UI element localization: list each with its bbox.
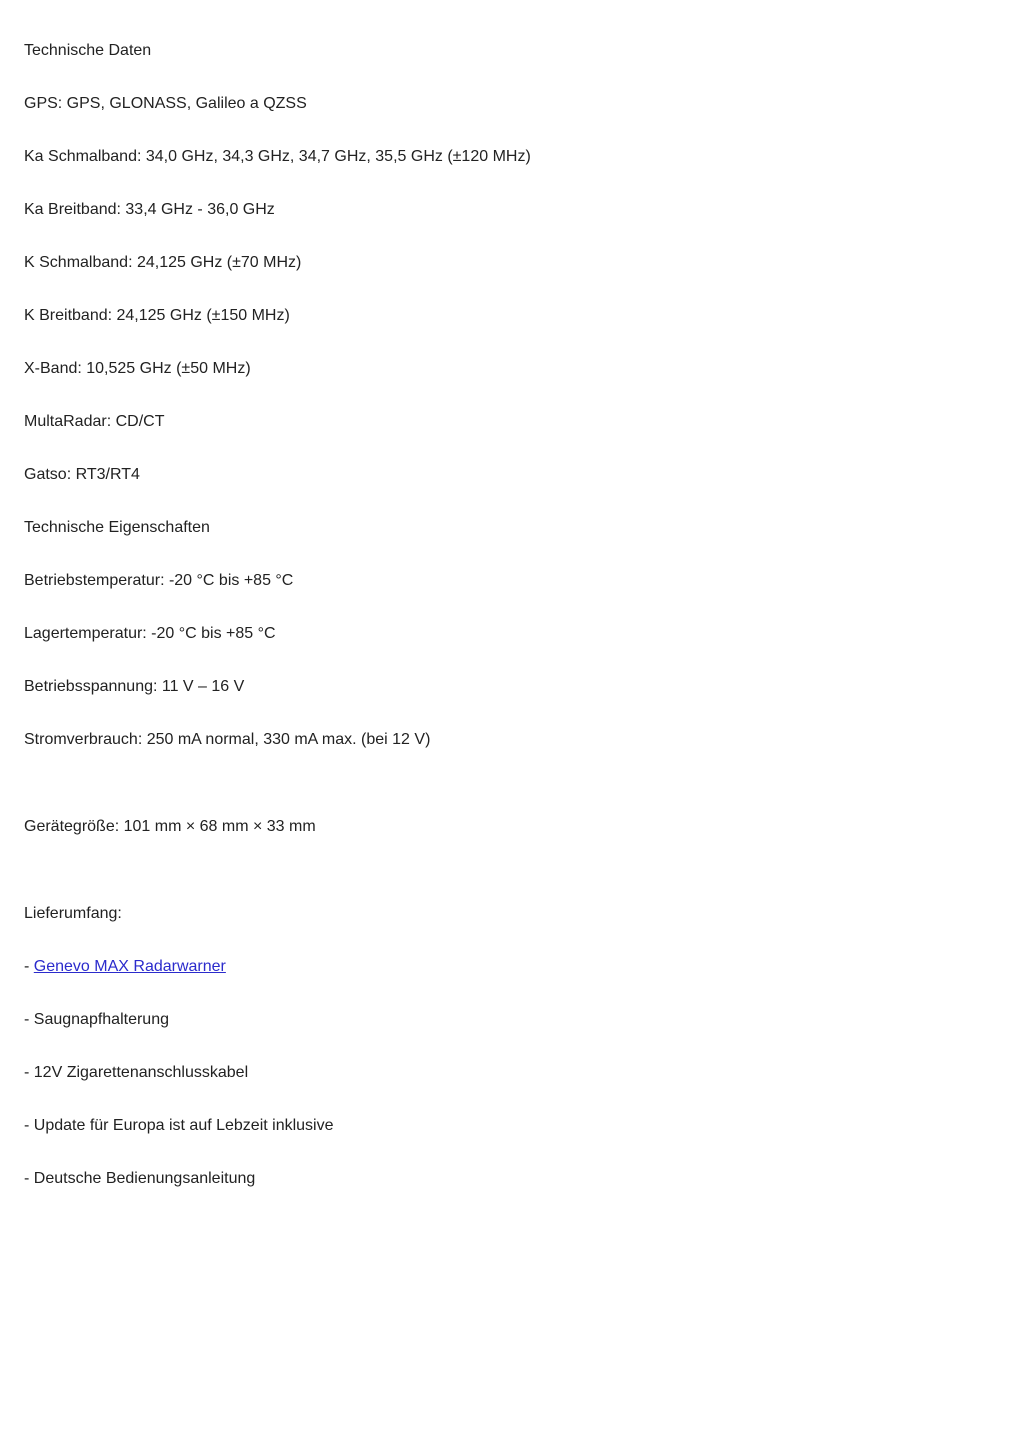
property-storage-temperature: Lagertemperatur: -20 °C bis +85 °C	[24, 625, 276, 642]
spec-gatso: Gatso: RT3/RT4	[24, 466, 140, 483]
spec-x-band: X-Band: 10,525 GHz (±50 MHz)	[24, 360, 251, 377]
delivery-item-lifetime-update: - Update für Europa ist auf Lebzeit inklusive	[24, 1117, 334, 1134]
delivery-heading: Lieferumfang:	[24, 905, 122, 922]
technical-data-heading: Technische Daten	[24, 42, 152, 59]
delivery-item-manual: - Deutsche Bedienungsanleitung	[24, 1170, 256, 1187]
delivery-item-suction-mount: - Saugnapfhalterung	[24, 1011, 169, 1028]
spec-k-wideband: K Breitband: 24,125 GHz (±150 MHz)	[24, 307, 290, 324]
property-operating-voltage: Betriebsspannung: 11 V – 16 V	[24, 678, 245, 695]
property-operating-temperature: Betriebstemperatur: -20 °C bis +85 °C	[24, 572, 294, 589]
property-power-consumption: Stromverbrauch: 250 mA normal, 330 mA max. (bei 12 V)	[24, 731, 431, 748]
delivery-item-prefix: -	[24, 958, 34, 975]
delivery-item-radar	[24, 957, 226, 977]
spec-multaradar: MultaRadar: CD/CT	[24, 413, 165, 430]
device-size: Gerätegröße: 101 mm × 68 mm × 33 mm	[24, 818, 316, 835]
genevo-max-radarwarner-link[interactable]: Genevo MAX Radarwarner	[33, 958, 226, 975]
delivery-item-cigarette-cable: - 12V Zigarettenanschlusskabel	[24, 1064, 249, 1081]
spec-k-narrowband: K Schmalband: 24,125 GHz (±70 MHz)	[24, 254, 302, 271]
technical-properties-heading: Technische Eigenschaften	[24, 519, 210, 536]
spec-ka-narrowband: Ka Schmalband: 34,0 GHz, 34,3 GHz, 34,7 GHz, 35,5 GHz (±120 MHz)	[24, 148, 531, 165]
spec-ka-wideband: Ka Breitband: 33,4 GHz - 36,0 GHz	[24, 201, 275, 218]
spec-gps: GPS: GPS, GLONASS, Galileo a QZSS	[24, 95, 307, 112]
